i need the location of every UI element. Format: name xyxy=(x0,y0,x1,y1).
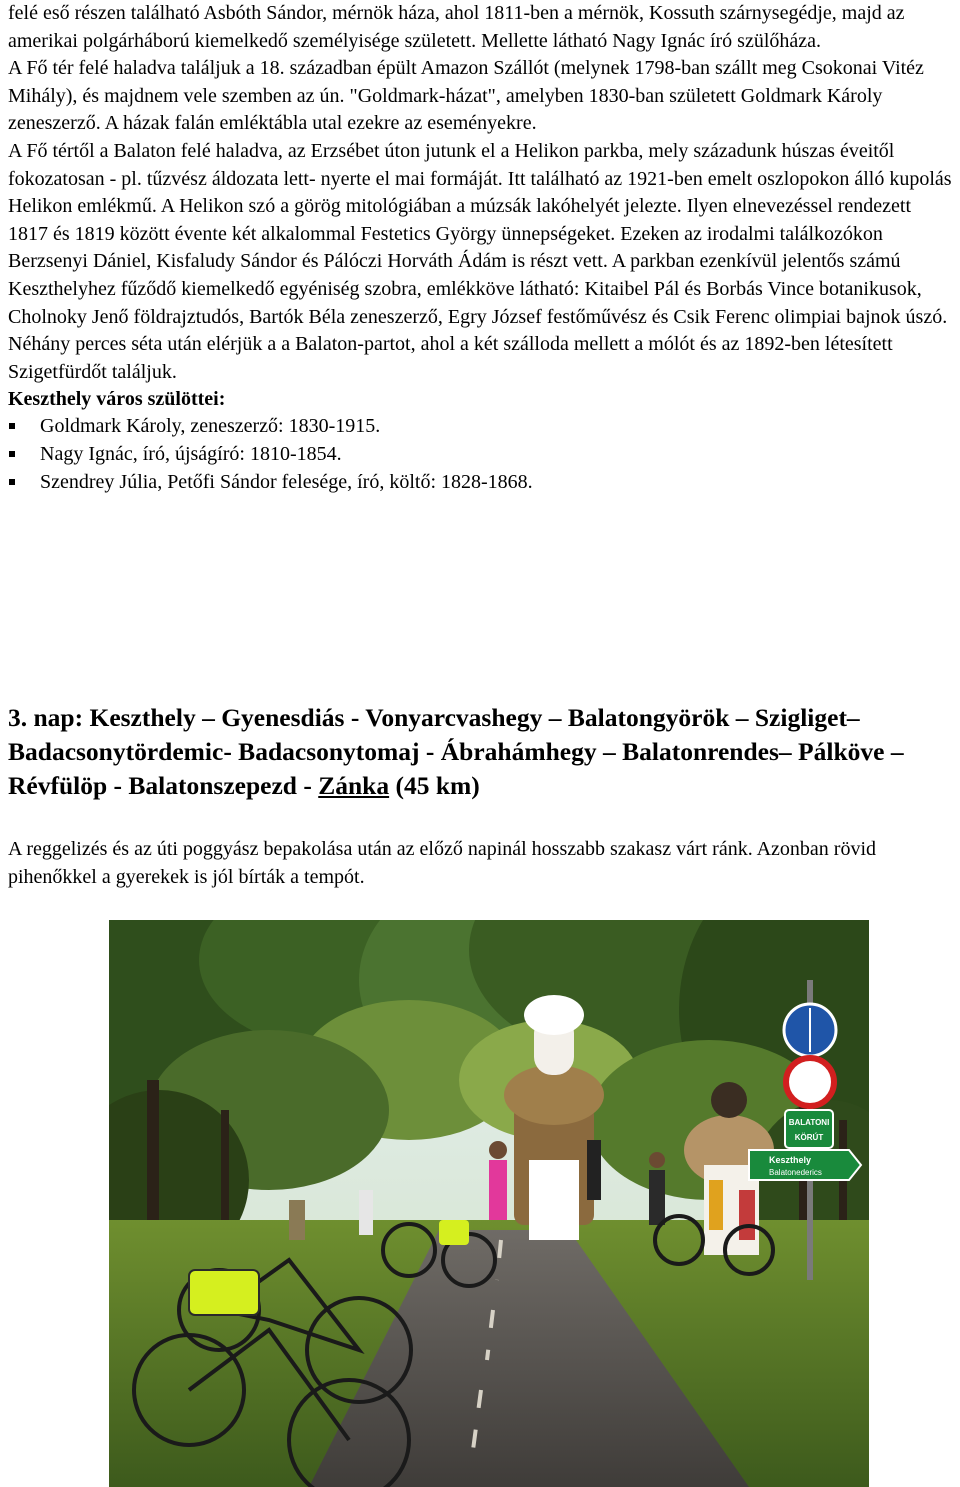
photo-cyclists-at-sign xyxy=(109,920,869,1487)
sign-label-2: KÖRÚT xyxy=(794,1133,824,1142)
list-item xyxy=(8,413,956,441)
day3-title-distance: (45 km) xyxy=(389,771,480,800)
list-item xyxy=(8,469,956,497)
paragraph-helikon: A Fő tértől a Balaton felé haladva, az Erzsébet úton jutunk el a Helikon parkba, mely századunk húszas éveitől fokozatosan - pl. tűzvész áldozata lett- nyerte el mai formáját. Itt található az 1921-ben emelt oszlopokon álló kupolás Helikon emlékmű. A Helikon szó a görög mitológiában a múzsák lakóhelyét jelezte. Ilyen elnevezéssel rendezett 1817 és 1819 között évente két alkalommal Festetics György ünnepségeket. Ezeken az irodalmi találkozókon Berzsenyi Dániel, Kisfaludy Sándor és Pálóczi Horváth Ádám is részt vett. A parkban ezenkívül jelentős számú Keszthelyhez fűződő kiemelkedő egyéniség szobra, emlékköve látható: Kitaibel Pál és Borbás Vince botanikusok, Cholnoky Jenő földrajztudós, Bartók Béla zeneszerző, Egry József festőművész és Csik Ferenc olimpiai bajnok úszó. Néhány perces séta után elérjük a a Balaton-partot, ahol a két szálloda mellett a mólót és az 1892-ben létesített Szigetfürdőt találjuk. xyxy=(8,139,952,383)
paragraph-asboth: felé eső részen található Asbóth Sándor, mérnök háza, ahol 1811-ben a mérnök, Kossuth szárnysegédje, majd az amerikai polgárháború kiemelkedő személyisége született. Mellette látható Nagy Ignác író szülőháza. xyxy=(8,2,905,52)
bullet-icon xyxy=(9,423,15,429)
day3-title xyxy=(8,701,956,803)
sign-label-3: Keszthely xyxy=(769,1155,812,1165)
list-item-text: Goldmark Károly, zeneszerző: 1830-1915. xyxy=(40,415,381,438)
day3-title-destination: Zánka xyxy=(318,771,390,800)
list-item-text: Nagy Ignác, író, újságíró: 1810-1854. xyxy=(40,442,342,465)
list-item-text: Szendrey Júlia, Petőfi Sándor felesége, író, költő: 1828-1868. xyxy=(40,470,533,493)
list-item xyxy=(8,441,956,469)
sign-label-1: BALATONI xyxy=(788,1118,830,1127)
bullet-icon xyxy=(9,451,15,457)
day3-intro: A reggelizés és az úti poggyász bepakolása után az előző napinál hosszabb szakasz várt ránk. Azonban rövid pihenőkkel a gyerekek is jól bírták a tempót. xyxy=(8,838,877,888)
day3-title-route: 3. nap: Keszthely – Gyenesdiás - Vonyarcvashegy – Balatongyörök – Szigliget– Badacsonytördemic- Badacsonytomaj - Ábrahámhegy – Balatonrendes– Pálköve – Révfülöp - Balatonszepezd - xyxy=(8,703,904,800)
sign-label-4: Balatonederics xyxy=(769,1168,822,1177)
births-list xyxy=(8,413,956,496)
photo-illustration xyxy=(109,920,869,1487)
bullet-icon xyxy=(9,479,15,485)
text-block-top xyxy=(8,0,956,496)
paragraph-fo-ter: A Fő tér felé haladva találjuk a 18. században épült Amazon Szállót (melynek 1798-ban szállt meg Csokonai Vitéz Mihály), és majdnem vele szemben az ún. "Goldmark-házat", amelyben 1830-ban született Goldmark Károly zeneszerző. A házak falán emléktábla utal ezekre az eseményekre. xyxy=(8,57,924,135)
births-heading: Keszthely város szülöttei: xyxy=(8,388,226,411)
